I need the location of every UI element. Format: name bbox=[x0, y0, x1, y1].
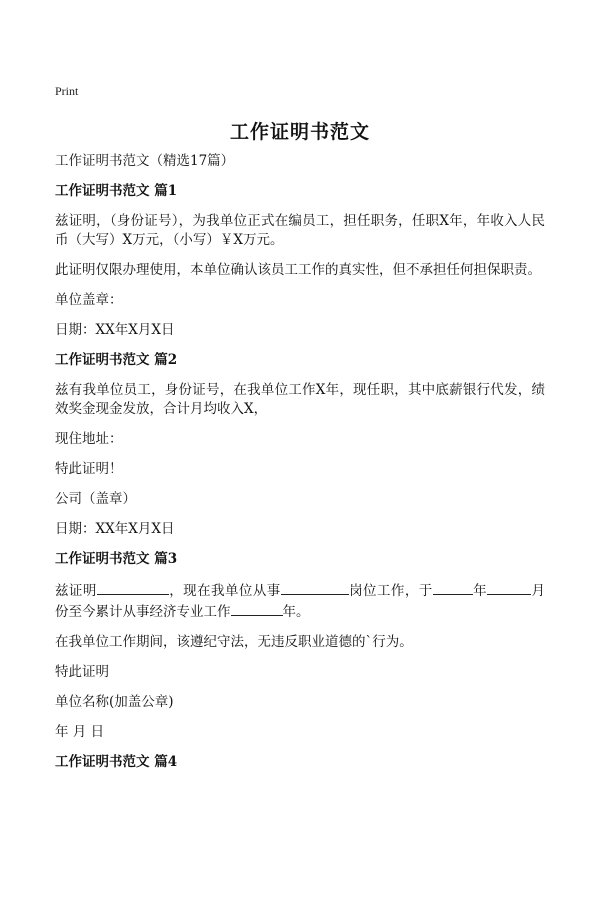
section-3-heading: 工作证明书范文 篇3 bbox=[55, 551, 178, 567]
section-3-org-line: 单位名称(加盖公章) bbox=[55, 694, 174, 710]
blank-position-field bbox=[281, 580, 349, 595]
section-3-text-a: 兹证明 bbox=[55, 583, 97, 599]
page-title: 工作证明书范文 bbox=[229, 121, 370, 143]
section-4-heading: 工作证明书范文 篇4 bbox=[55, 754, 178, 770]
section-2-company-line: 公司（盖章） bbox=[55, 491, 136, 507]
section-3-text-f: 年。 bbox=[282, 604, 310, 620]
section-1-heading: 工作证明书范文 篇1 bbox=[55, 183, 178, 199]
section-2-heading: 工作证明书范文 篇2 bbox=[55, 352, 178, 368]
section-1-paragraph-2: 此证明仅限办理使用，本单位确认该员工工作的真实性，但不承担任何担保职责。 bbox=[55, 262, 541, 278]
section-1-date-line: 日期：XX年X月X日 bbox=[55, 322, 175, 338]
section-3-text-d: 年 bbox=[472, 583, 488, 599]
print-label[interactable]: Print bbox=[55, 84, 79, 98]
blank-years-total-field bbox=[231, 601, 283, 616]
section-3-text-c: 岗位工作，于 bbox=[348, 583, 433, 599]
section-2-certify-line: 特此证明！ bbox=[55, 461, 123, 477]
section-3-text-e: 月份至今累计从事经济专业工作 bbox=[55, 583, 546, 620]
section-3-paragraph-1 bbox=[55, 580, 545, 622]
section-2-paragraph-1: 兹有我单位员工，身份证号，在我单位工作X年，现任职，其中底薪银行代发，绩效奖金现金发放，合计月均收入X， bbox=[55, 382, 545, 417]
section-1-seal-line: 单位盖章： bbox=[55, 292, 123, 308]
blank-name-field bbox=[97, 580, 169, 595]
section-2-date-line: 日期：XX年X月X日 bbox=[55, 521, 175, 537]
section-2-address-line: 现住地址： bbox=[55, 431, 123, 447]
blank-year-field bbox=[433, 580, 473, 595]
section-3-paragraph-2: 在我单位工作期间，该遵纪守法，无违反职业道德的`行为。 bbox=[55, 634, 413, 650]
intro-line: 工作证明书范文（精选17篇） bbox=[55, 153, 235, 169]
document-body bbox=[55, 152, 545, 783]
section-3-certify-line: 特此证明 bbox=[55, 664, 109, 680]
section-1-paragraph-1: 兹证明，（身份证号），为我单位正式在编员工，担任职务，任职X年，年收入人民币（大写）X万元，（小写）￥X万元。 bbox=[55, 213, 545, 248]
section-3-text-b: ，现在我单位从事 bbox=[168, 583, 281, 599]
section-3-date-line: 年 月 日 bbox=[55, 724, 105, 740]
blank-month-field bbox=[487, 580, 531, 595]
